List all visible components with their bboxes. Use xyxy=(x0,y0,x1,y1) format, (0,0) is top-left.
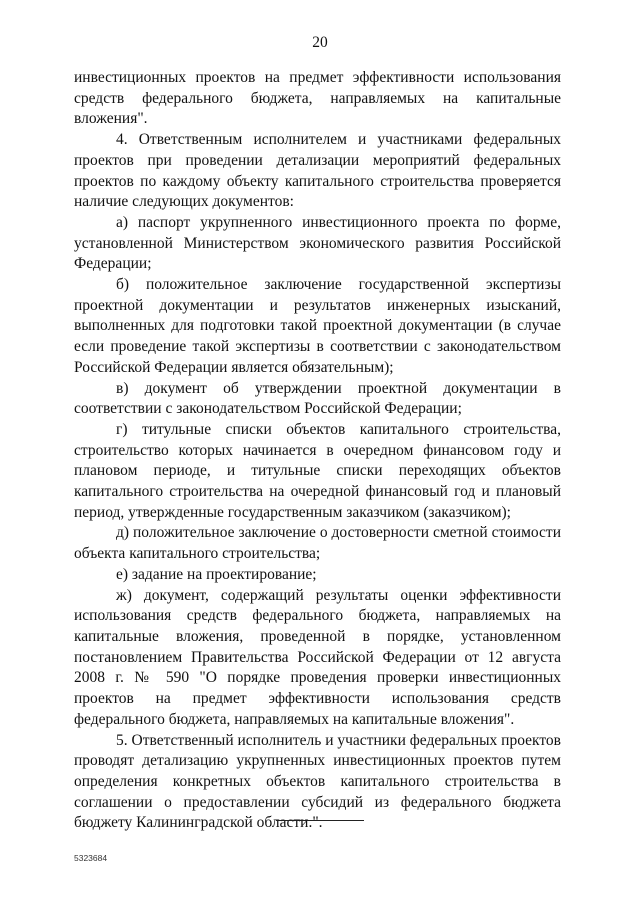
end-separator-line xyxy=(276,820,364,821)
paragraph-item-a: а) паспорт укрупненного инвестиционного проекта по форме, установленной Министерством экономического развития Российской Федерации; xyxy=(74,213,561,273)
paragraph-item-v: в) документ об утверждении проектной документации в соответствии с законодательством Российской Федерации; xyxy=(74,379,561,418)
paragraph-item-d: д) положительное заключение о достоверности сметной стоимости объекта капитального строительства; xyxy=(74,524,561,563)
paragraph-item-g: г) титульные списки объектов капитального строительства, строительство которых начинается в очередном финансовом году и плановом периоде, и титульные списки переходящих объектов капитального строительства на очередной финансовый год и плановый период, утвержденные государственным заказчиком (заказчиком); xyxy=(74,420,561,521)
paragraph-item-zh: ж) документ, содержащий результаты оценки эффективности использования средств федерального бюджета, направляемых на капитальные вложения, проведенной в порядке, установленном постановлением Правительства Российской Федерации от 12 августа 2008 г. № 590 "О порядке проведения проверки инвестиционных проектов на предмет эффективности использования средств федерального бюджета, направляемых на капитальные вложения". xyxy=(74,586,561,728)
paragraph-item-4: 4. Ответственным исполнителем и участниками федеральных проектов при проведении детализации мероприятий федеральных проектов по каждому объекту капитального строительства проверяется наличие следующих документов: xyxy=(74,131,561,211)
paragraph-item-e: е) задание на проектирование; xyxy=(116,565,317,583)
page-number: 20 xyxy=(312,34,328,51)
paragraph-continuation: инвестиционных проектов на предмет эффективности использования средств федерального бюджета, направляемых на капитальные вложения". xyxy=(74,69,561,128)
document-body xyxy=(74,68,561,834)
paragraph-item-b: б) положительное заключение государственной экспертизы проектной документации и результатов инженерных изысканий, выполненных для подготовки такой проектной документации (в случае если проведение такой экспертизы в соответствии с законодательством Российской Федерации является обязательным); xyxy=(74,276,561,376)
document-code: 5323684 xyxy=(74,853,108,863)
paragraph-item-5: 5. Ответственный исполнитель и участники федеральных проектов проводят детализацию укрупненных инвестиционных проектов путем определения конкретных объектов капитального строительства в соглашении о предоставлении субсидий из федерального бюджета бюджету Калининградской области.". xyxy=(74,731,561,832)
